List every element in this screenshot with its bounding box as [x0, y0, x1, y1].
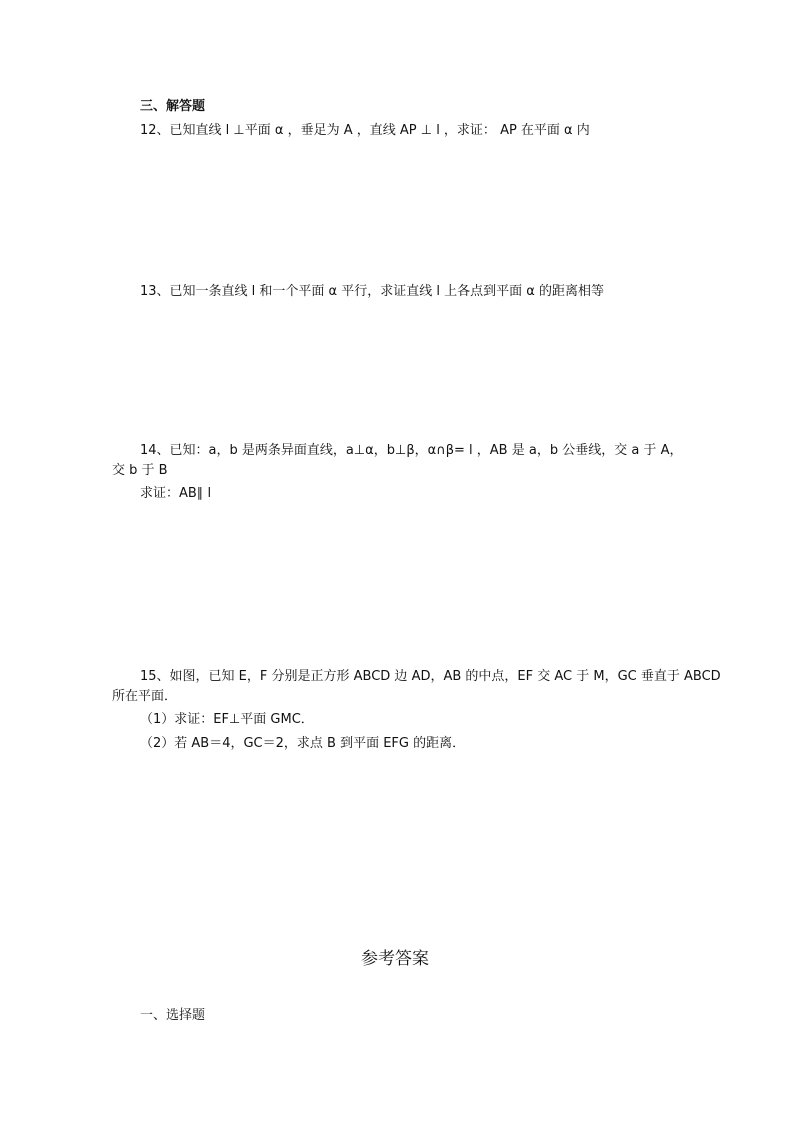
question-15-line-2: 所在平面．: [112, 689, 178, 704]
question-13: 13、已知一条直线 l 和一个平面 α 平行，求证直线 l 上各点到平面 α 的距离相等: [140, 284, 604, 299]
question-15-part-1: （1）求证：EF⊥平面 GMC．: [140, 712, 314, 727]
question-14-line-2: 交 b 于 B: [112, 463, 168, 478]
question-15-line-1: 15、如图，已知 E，F 分别是正方形 ABCD 边 AD，AB 的中点，EF 交 AC 于 M，GC 垂直于 ABCD: [140, 669, 721, 684]
question-15-part-2: （2）若 AB＝4，GC＝2，求点 B 到平面 EFG 的距离．: [140, 736, 466, 751]
answers-section-choice: 一、选择题: [140, 1008, 206, 1023]
section-heading-solutions: 三、解答题: [140, 99, 206, 114]
answers-title: 参考答案: [361, 949, 429, 969]
question-14-prove: 求证：AB∥ l: [140, 486, 212, 501]
question-14-line-1: 14、已知：a，b 是两条异面直线，a⊥α，b⊥β，α∩β= l ，AB 是 a，b 公垂线，交 a 于 A，: [140, 443, 683, 458]
question-12: 12、已知直线 l ⊥平面 α ，垂足为 A ，直线 AP ⊥ l ，求证： AP 在平面 α 内: [140, 123, 590, 138]
